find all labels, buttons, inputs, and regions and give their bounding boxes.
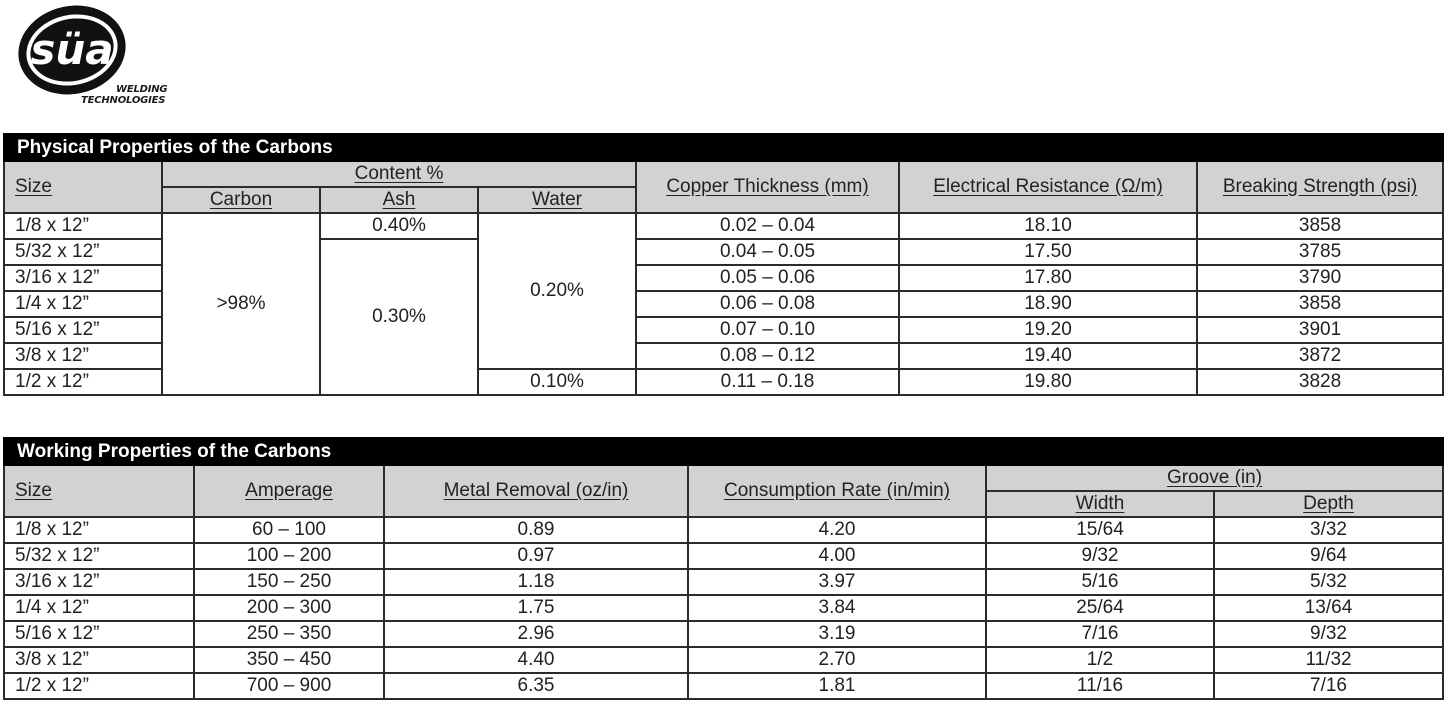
cell-copper: 0.11 – 0.18	[636, 369, 899, 395]
cell-size: 5/16 x 12”	[4, 621, 194, 647]
header-width: Width	[986, 491, 1214, 517]
cell-groove-width: 7/16	[986, 621, 1214, 647]
cell-consumption-rate: 4.00	[688, 543, 986, 569]
cell-resistance: 19.20	[899, 317, 1197, 343]
cell-resistance: 17.80	[899, 265, 1197, 291]
cell-amperage: 250 – 350	[194, 621, 384, 647]
cell-ash: 0.40%	[320, 213, 478, 239]
cell-groove-depth: 9/32	[1214, 621, 1443, 647]
cell-copper: 0.02 – 0.04	[636, 213, 899, 239]
table-row	[4, 647, 1443, 673]
cell-groove-width: 25/64	[986, 595, 1214, 621]
cell-amperage: 200 – 300	[194, 595, 384, 621]
cell-copper: 0.06 – 0.08	[636, 291, 899, 317]
cell-groove-depth: 11/32	[1214, 647, 1443, 673]
cell-consumption-rate: 1.81	[688, 673, 986, 699]
cell-size: 1/2 x 12”	[4, 369, 162, 395]
header-ash: Ash	[320, 187, 478, 213]
cell-strength: 3785	[1197, 239, 1443, 265]
table-row	[4, 595, 1443, 621]
cell-groove-width: 15/64	[986, 517, 1214, 543]
cell-strength: 3858	[1197, 291, 1443, 317]
cell-metal-removal: 0.97	[384, 543, 688, 569]
cell-groove-depth: 13/64	[1214, 595, 1443, 621]
table-row	[4, 213, 1443, 239]
cell-size: 3/8 x 12”	[4, 647, 194, 673]
table-row	[4, 673, 1443, 699]
svg-text:süa: süa	[30, 25, 114, 74]
cell-metal-removal: 0.89	[384, 517, 688, 543]
cell-size: 5/32 x 12”	[4, 239, 162, 265]
table-row	[4, 569, 1443, 595]
cell-amperage: 350 – 450	[194, 647, 384, 673]
cell-metal-removal: 1.18	[384, 569, 688, 595]
cell-strength: 3828	[1197, 369, 1443, 395]
header-depth: Depth	[1214, 491, 1443, 517]
cell-consumption-rate: 4.20	[688, 517, 986, 543]
table-row	[4, 543, 1443, 569]
cell-consumption-rate: 3.97	[688, 569, 986, 595]
header-content: Content %	[162, 161, 636, 187]
header-metal-removal: Metal Removal (oz/in)	[384, 465, 688, 517]
table-row	[4, 517, 1443, 543]
cell-amperage: 100 – 200	[194, 543, 384, 569]
cell-strength: 3858	[1197, 213, 1443, 239]
cell-strength: 3872	[1197, 343, 1443, 369]
brand-logo	[12, 2, 182, 110]
header-size: Size	[4, 161, 162, 213]
cell-size: 1/8 x 12”	[4, 213, 162, 239]
cell-resistance: 17.50	[899, 239, 1197, 265]
header-breaking-strength: Breaking Strength (psi)	[1197, 161, 1443, 213]
cell-resistance: 18.10	[899, 213, 1197, 239]
header-consumption-rate: Consumption Rate (in/min)	[688, 465, 986, 517]
cell-groove-width: 1/2	[986, 647, 1214, 673]
cell-size: 5/16 x 12”	[4, 317, 162, 343]
physical-table-title: Physical Properties of the Carbons	[4, 134, 1443, 161]
cell-copper: 0.08 – 0.12	[636, 343, 899, 369]
cell-groove-width: 11/16	[986, 673, 1214, 699]
cell-size: 5/32 x 12”	[4, 543, 194, 569]
cell-size: 1/4 x 12”	[4, 291, 162, 317]
cell-copper: 0.07 – 0.10	[636, 317, 899, 343]
cell-size: 1/8 x 12”	[4, 517, 194, 543]
working-properties-table	[3, 437, 1444, 700]
cell-groove-depth: 7/16	[1214, 673, 1443, 699]
cell-consumption-rate: 3.84	[688, 595, 986, 621]
header-amperage: Amperage	[194, 465, 384, 517]
cell-size: 3/8 x 12”	[4, 343, 162, 369]
cell-amperage: 700 – 900	[194, 673, 384, 699]
cell-copper: 0.05 – 0.06	[636, 265, 899, 291]
cell-size: 1/2 x 12”	[4, 673, 194, 699]
cell-copper: 0.04 – 0.05	[636, 239, 899, 265]
cell-metal-removal: 6.35	[384, 673, 688, 699]
cell-metal-removal: 2.96	[384, 621, 688, 647]
cell-groove-depth: 3/32	[1214, 517, 1443, 543]
cell-water: 0.10%	[478, 369, 636, 395]
cell-amperage: 60 – 100	[194, 517, 384, 543]
cell-groove-width: 5/16	[986, 569, 1214, 595]
cell-consumption-rate: 2.70	[688, 647, 986, 673]
cell-groove-depth: 9/64	[1214, 543, 1443, 569]
cell-resistance: 19.80	[899, 369, 1197, 395]
cell-metal-removal: 4.40	[384, 647, 688, 673]
cell-resistance: 19.40	[899, 343, 1197, 369]
cell-groove-width: 9/32	[986, 543, 1214, 569]
header-groove: Groove (in)	[986, 465, 1443, 491]
header-size: Size	[4, 465, 194, 517]
logo-line-welding: WELDING	[116, 84, 168, 95]
cell-consumption-rate: 3.19	[688, 621, 986, 647]
cell-size: 3/16 x 12”	[4, 569, 194, 595]
cell-carbon: >98%	[162, 213, 320, 395]
cell-ash: 0.30%	[320, 239, 478, 395]
cell-strength: 3790	[1197, 265, 1443, 291]
header-electrical-resistance: Electrical Resistance (Ω/m)	[899, 161, 1197, 213]
cell-size: 1/4 x 12”	[4, 595, 194, 621]
cell-water: 0.20%	[478, 213, 636, 369]
physical-properties-table	[3, 133, 1444, 396]
header-carbon: Carbon	[162, 187, 320, 213]
cell-groove-depth: 5/32	[1214, 569, 1443, 595]
table-row	[4, 621, 1443, 647]
working-table-title: Working Properties of the Carbons	[4, 438, 1443, 465]
sua-logo-icon	[16, 2, 132, 100]
cell-resistance: 18.90	[899, 291, 1197, 317]
logo-line-technologies: TECHNOLOGIES	[81, 95, 166, 106]
header-water: Water	[478, 187, 636, 213]
cell-amperage: 150 – 250	[194, 569, 384, 595]
header-copper-thickness: Copper Thickness (mm)	[636, 161, 899, 213]
cell-size: 3/16 x 12”	[4, 265, 162, 291]
cell-metal-removal: 1.75	[384, 595, 688, 621]
cell-strength: 3901	[1197, 317, 1443, 343]
